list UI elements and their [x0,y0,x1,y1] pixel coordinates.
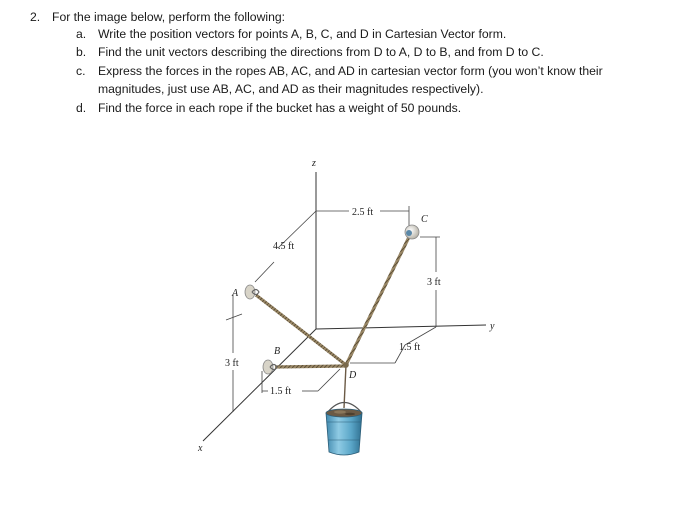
point-c-label: C [421,214,428,225]
anchor-b [263,360,277,374]
dim-4-5ft: 4.5 ft [273,241,295,252]
knot-d [343,362,349,368]
y-axis-label: y [490,321,495,332]
part-a-letter: a. [76,27,87,41]
part-b-letter: b. [76,45,87,59]
rope-bd [275,366,346,367]
point-d-label: D [349,370,357,381]
x-axis [203,329,316,441]
part-a-text: Write the position vectors for points A, B, C, and D in Cartesian Vector form. [98,27,507,41]
dim-3ft-c: 3 ft [427,277,441,288]
part-c-text: Express the forces in the ropes AB, AC, and AD in cartesian vector form (you won’t know their [98,64,603,78]
rope-bucket [344,365,346,408]
part-c-letter: c. [76,64,86,78]
x-axis-label: x [198,443,203,454]
part-b-text: Find the unit vectors describing the directions from D to A, D to B, and from D to C. [98,45,544,59]
dim-3ft-a: 3 ft [225,358,239,369]
pulley-c [405,225,419,239]
dim-2-5ft: 2.5 ft [352,207,374,218]
problem-number: 2. [30,10,41,24]
y-axis [316,325,486,329]
part-d-letter: d. [76,101,87,115]
bucket [326,409,362,455]
dim-1-5ft-b: 1.5 ft [270,386,292,397]
z-axis-label: z [312,158,316,169]
dim-1-5ft-d: 1.5 ft [399,342,421,353]
point-b-label: B [274,346,281,357]
part-c-continuation: magnitudes, just use AB, AC, and AD as their magnitudes respectively). [98,82,484,96]
point-a-label: A [232,288,239,299]
rope-ad [256,295,346,365]
part-d-text: Find the force in each rope if the bucket has a weight of 50 pounds. [98,101,462,115]
problem-intro: For the image below, perform the following: [52,10,286,24]
